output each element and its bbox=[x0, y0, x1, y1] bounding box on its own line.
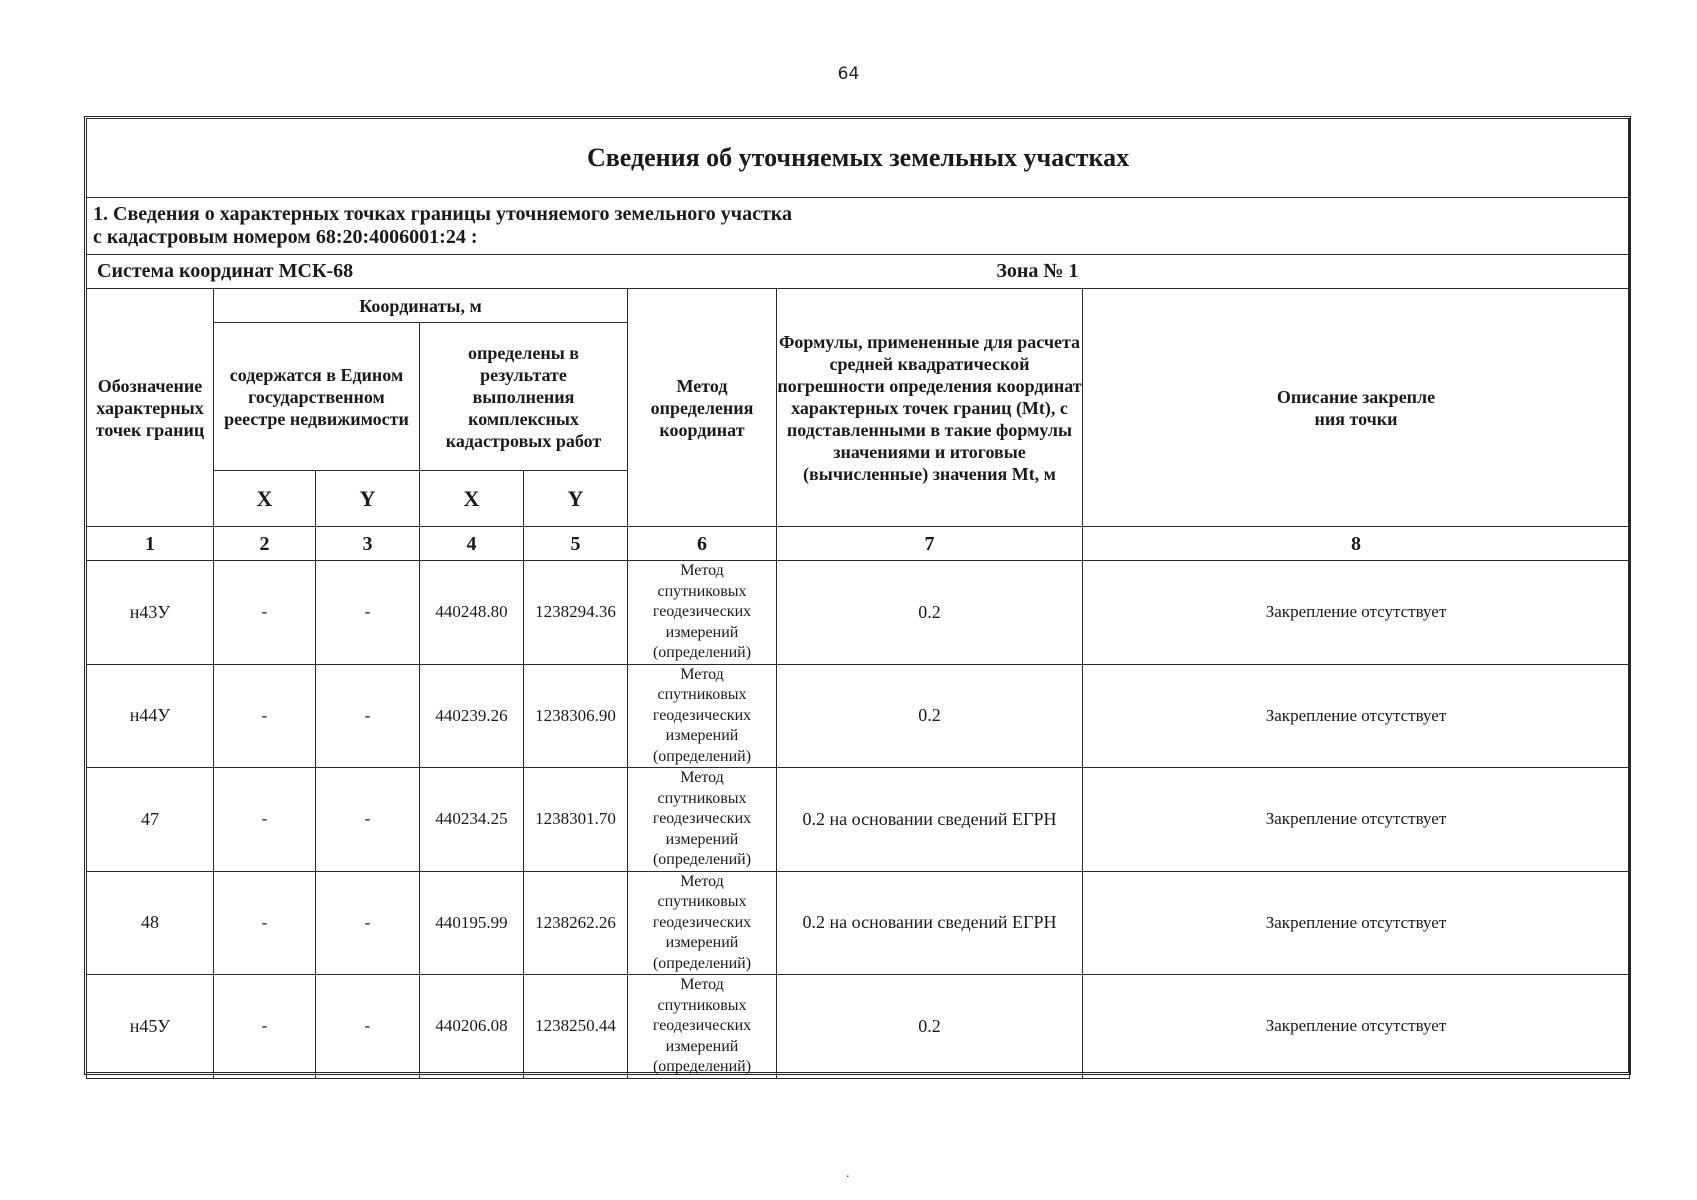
column-number: 5 bbox=[524, 527, 628, 561]
y-value: 1238262.26 bbox=[524, 871, 628, 975]
egrn-y-value: - bbox=[316, 664, 420, 768]
header-determined-x: X bbox=[420, 471, 524, 527]
header-formulas: Формулы, примененные для расчета средней квадратической погрешности определения координат характерных точек границ (Mt), с подставленными в такие формулы значениями и итоговые (вычисленные) значения Mt, м bbox=[777, 289, 1083, 527]
point-id: 47 bbox=[87, 768, 214, 872]
table-row bbox=[87, 975, 1630, 1079]
column-number: 3 bbox=[316, 527, 420, 561]
column-number: 4 bbox=[420, 527, 524, 561]
egrn-x-value: - bbox=[214, 561, 316, 665]
header-coordinates: Координаты, м bbox=[214, 289, 628, 323]
method-value: Метод спутниковых геодезических измерений (определений) bbox=[628, 975, 777, 1079]
egrn-x-value: - bbox=[214, 768, 316, 872]
y-value: 1238301.70 bbox=[524, 768, 628, 872]
description-value: Закрепление отсутствует bbox=[1083, 975, 1630, 1079]
page-title: Сведения об уточняемых земельных участках bbox=[87, 119, 1630, 198]
column-number: 6 bbox=[628, 527, 777, 561]
egrn-y-value: - bbox=[316, 561, 420, 665]
header-determined-y: Y bbox=[524, 471, 628, 527]
column-number: 2 bbox=[214, 527, 316, 561]
column-number: 8 bbox=[1083, 527, 1630, 561]
header-egrn-x: X bbox=[214, 471, 316, 527]
egrn-x-value: - bbox=[214, 975, 316, 1079]
x-value: 440234.25 bbox=[420, 768, 524, 872]
y-value: 1238294.36 bbox=[524, 561, 628, 665]
page-number: 64 bbox=[837, 64, 860, 84]
table-row bbox=[87, 561, 1630, 665]
land-parcel-table bbox=[86, 118, 1630, 1079]
egrn-x-value: - bbox=[214, 871, 316, 975]
x-value: 440206.08 bbox=[420, 975, 524, 1079]
description-value: Закрепление отсутствует bbox=[1083, 871, 1630, 975]
mt-value: 0.2 на основании сведений ЕГРН bbox=[777, 768, 1083, 872]
point-id: н44У bbox=[87, 664, 214, 768]
method-value: Метод спутниковых геодезических измерений (определений) bbox=[628, 561, 777, 665]
footer-mark: . bbox=[846, 1166, 850, 1181]
header-point-designation: Обозначение характерных точек границ bbox=[87, 289, 214, 527]
x-value: 440248.80 bbox=[420, 561, 524, 665]
header-determined-coordinates: определены в результате выполнения комплексных кадастровых работ bbox=[420, 323, 628, 471]
mt-value: 0.2 bbox=[777, 975, 1083, 1079]
table-row bbox=[87, 768, 1630, 872]
x-value: 440195.99 bbox=[420, 871, 524, 975]
header-description: Описание закрепле ния точки bbox=[1083, 289, 1630, 527]
coordinate-system: Система координат МСК-68 bbox=[87, 255, 777, 289]
y-value: 1238250.44 bbox=[524, 975, 628, 1079]
mt-value: 0.2 bbox=[777, 561, 1083, 665]
column-number: 1 bbox=[87, 527, 214, 561]
y-value: 1238306.90 bbox=[524, 664, 628, 768]
table-row bbox=[87, 664, 1630, 768]
x-value: 440239.26 bbox=[420, 664, 524, 768]
description-value: Закрепление отсутствует bbox=[1083, 561, 1630, 665]
point-id: н43У bbox=[87, 561, 214, 665]
point-id: н45У bbox=[87, 975, 214, 1079]
section-heading-line1: 1. Сведения о характерных точках границы уточняемого земельного участка bbox=[93, 203, 793, 225]
egrn-x-value: - bbox=[214, 664, 316, 768]
header-method: Метод определения координат bbox=[628, 289, 777, 527]
method-value: Метод спутниковых геодезических измерений (определений) bbox=[628, 768, 777, 872]
header-egrn-y: Y bbox=[316, 471, 420, 527]
point-id: 48 bbox=[87, 871, 214, 975]
mt-value: 0.2 bbox=[777, 664, 1083, 768]
mt-value: 0.2 на основании сведений ЕГРН bbox=[777, 871, 1083, 975]
description-value: Закрепление отсутствует bbox=[1083, 664, 1630, 768]
egrn-y-value: - bbox=[316, 871, 420, 975]
method-value: Метод спутниковых геодезических измерений (определений) bbox=[628, 871, 777, 975]
section-heading bbox=[87, 198, 1630, 255]
zone-label: Зона № 1 bbox=[777, 255, 1083, 289]
method-value: Метод спутниковых геодезических измерений (определений) bbox=[628, 664, 777, 768]
table-row bbox=[87, 871, 1630, 975]
column-number: 7 bbox=[777, 527, 1083, 561]
header-egrn-coordinates: содержатся в Едином государственном реестре недвижимости bbox=[214, 323, 420, 471]
egrn-y-value: - bbox=[316, 975, 420, 1079]
description-value: Закрепление отсутствует bbox=[1083, 768, 1630, 872]
egrn-y-value: - bbox=[316, 768, 420, 872]
section-heading-line2: с кадастровым номером 68:20:4006001:24 : bbox=[93, 226, 478, 248]
